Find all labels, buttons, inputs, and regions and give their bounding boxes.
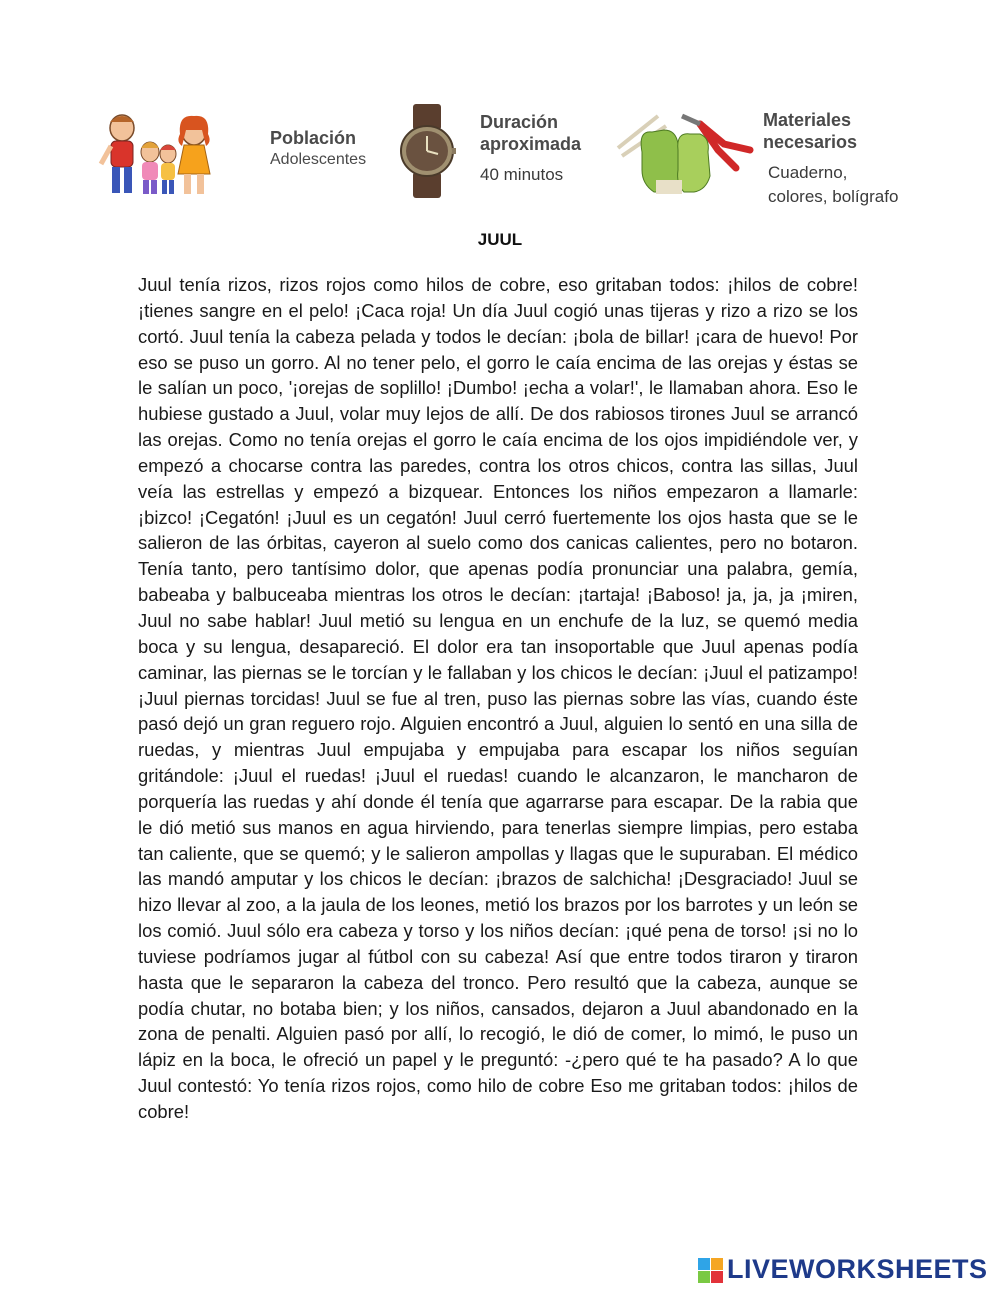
tools-gloves-icon	[612, 110, 760, 201]
materials-title-line2: necesarios	[763, 132, 858, 152]
population-title: Población	[270, 128, 357, 148]
population-value: Adolescentes	[270, 151, 367, 168]
story-text: Juul tenía rizos, rizos rojos como hilos de cobre, eso gritaban todos: ¡hilos de cobre! ¡tienes sangre en el pelo! ¡Caca roja! Un día Juul cogió unas tijeras y rizo a rizo se los cortó. Juul tenía la cabeza pelada y todos le decían: ¡bola de billar! ¡cara de huevo! Por eso se puso un gorro. Al no tener pelo, el gorro le caía encima de las orejas y éstas se le salían un poco, '¡orejas de soplillo! ¡Dumbo! ¡echa a volar!', le llamaban ahora. Eso le hubiese gustado a Juul, volar muy lejos de allí. De dos rabiosos tirones Juul se arrancó las orejas. Como no tenía orejas el gorro le caía encima de los ojos impidiéndole ver, y empezó a chocarse contra las paredes, contra los otros chicos, contra las sillas, Juul veía las estrellas y empezó a bizquear. Entonces los niños empezaron a llamarle: ¡bizco! ¡Cegatón! ¡Juul es un cegatón! Juul cerró fuertemente los ojos hasta que se le salieron de las órbitas, cayeron al suelo como dos canicas calientes, pero no botaron. Tenía tanto, pero tantísimo dolor, que apenas podía pronunciar una palabra, gemía, babeaba y balbuceaba mientras los otros le decían: ¡tartaja! ¡Baboso! ja, ja, ja ¡miren, Juul no sabe hablar! Juul metió su lengua en un enchufe de la luz, se quemó media boca y su lengua, desapareció. El dolor era tan insoportable que Juul apenas podía caminar, las piernas se le torcían y le fallaban y los chicos le decían: ¡Juul el patizampo! ¡Juul piernas torcidas! Juul se fue al tren, puso las piernas sobre las vías, cuando éste pasó dejó un gran reguero rojo. Alguien encontró a Juul, alguien lo sentó en una silla de ruedas, y mientras Juul empujaba y empujaba para escapar los niños seguían gritándole: ¡Juul el ruedas! ¡Juul el ruedas! cuando le alcanzaron, le mancharon de porquería las ruedas y ahí donde él tenía que agarrarse para escapar. De la rabia que le dió metió sus manos en agua hirviendo, para tenerlas siempre limpias, pero estaba tan caliente, que se quemó; y le salieron ampollas y llagas que le supuraban. El médico las mandó amputar y los chicos le decían: ¡brazos de salchicha! ¡Desgraciado! Juul se hizo llevar al zoo, a la jaula de los leones, metió los brazos por los barrotes y un león se los comió. Juul sólo era cabeza y torso y los niños decían: ¡qué pena de torso! ¡si no lo tuviese podríamos jugar al fútbol con su cabeza! Así que entre todos tiraron y tiraron hasta que le separaron la cabeza del tronco. Pero resultó que la cabeza, aunque se podía chutar, no botaba bien; y los niños, cansados, dejaron a Juul abandonado en la zona de penalti. Alguien pasó por allí, lo recogió, le dió de comer, lo mimó, le puso un lápiz en la boca, le ofreció un papel y le preguntó: -¿pero qué te ha pasado? A lo que Juul contestó: Yo tenía rizos rojos, como hilo de cobre Eso me gritaban todos: ¡hilos de cobre!	[138, 274, 858, 1122]
liveworksheets-brand: LIVEWORKSHEETS	[727, 1254, 988, 1284]
duration-title-line1: Duración	[480, 112, 559, 132]
liveworksheets-logo-icon	[698, 1258, 724, 1289]
materials-value-line1: Cuaderno,	[768, 163, 848, 182]
watch-icon	[398, 102, 456, 205]
document-title: JUUL	[477, 230, 523, 249]
materials-title-line1: Materiales	[763, 110, 852, 130]
duration-title-line2: aproximada	[480, 134, 582, 154]
materials-value-line2: colores, bolígrafo	[768, 187, 899, 206]
duration-value: 40 minutos	[480, 165, 564, 184]
family-icon	[98, 112, 216, 203]
